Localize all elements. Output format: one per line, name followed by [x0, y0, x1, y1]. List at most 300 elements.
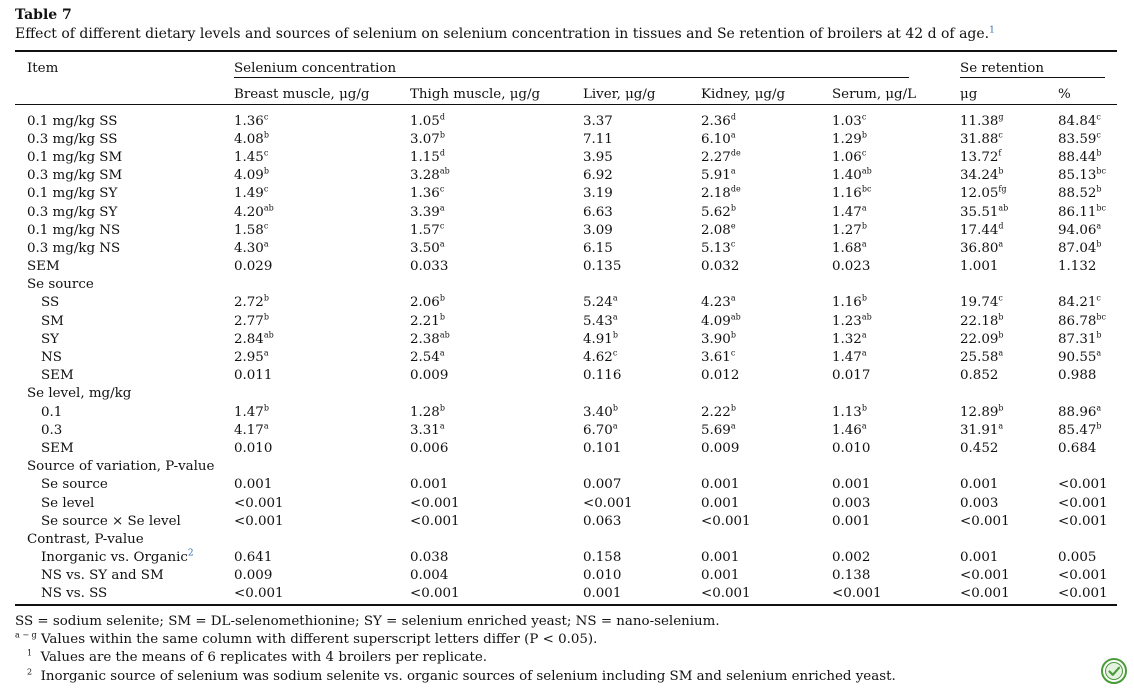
- cell-value: 0.001: [960, 477, 999, 493]
- cell-value: <0.001: [701, 586, 751, 602]
- row-label-text: SEM: [27, 259, 60, 275]
- cell-value: 1.16: [832, 186, 862, 202]
- table-cell: [960, 367, 1058, 385]
- table-cell: [234, 239, 410, 257]
- cell-superscript: b: [439, 294, 445, 303]
- table-cell: [701, 367, 832, 385]
- table-cell: [234, 530, 410, 548]
- table-cell: [832, 348, 960, 366]
- table-cell: [234, 203, 410, 221]
- cell-value: 0.009: [410, 368, 449, 384]
- table-cell: [234, 167, 410, 185]
- cell-value: 0.006: [410, 440, 449, 456]
- cell-value: <0.001: [1058, 477, 1108, 493]
- cell-superscript: a: [861, 239, 867, 249]
- cell-value: 3.09: [583, 222, 613, 238]
- header-row-2: [15, 81, 1117, 107]
- table-cell: [583, 221, 701, 239]
- cell-superscript: ab: [263, 203, 274, 213]
- cell-value: 1.49: [234, 186, 264, 202]
- table-cell: [583, 330, 701, 348]
- cell-value: 2.06: [410, 295, 440, 311]
- cell-superscript: b: [439, 130, 445, 140]
- item-header: Item: [27, 60, 59, 76]
- table-cell: [410, 458, 583, 476]
- cell-value: 0.023: [832, 259, 871, 275]
- cell-value: 0.007: [583, 477, 622, 493]
- row-label: [15, 221, 234, 239]
- table-cell: [960, 530, 1058, 548]
- table-cell: [1058, 130, 1117, 148]
- table-cell: [832, 276, 960, 294]
- cell-value: 6.92: [583, 168, 613, 184]
- row-label-text: SEM: [41, 440, 74, 456]
- cell-superscript: c: [998, 294, 1003, 303]
- table-cell: [960, 421, 1058, 439]
- cell-value: 0.002: [832, 550, 871, 566]
- cell-superscript: b: [1096, 330, 1102, 340]
- cell-value: 84.84: [1058, 113, 1097, 129]
- cell-superscript: a: [730, 166, 736, 176]
- cell-superscript: c: [439, 184, 445, 194]
- cell-superscript: b: [730, 403, 736, 413]
- data-table: [15, 55, 1117, 603]
- table-row: [15, 585, 1117, 603]
- cell-value: 3.95: [583, 149, 613, 165]
- cell-value: 35.51: [960, 204, 999, 220]
- cell-superscript: a: [263, 348, 269, 358]
- row-label: [15, 585, 234, 603]
- table-cell: [1058, 203, 1117, 221]
- table-cell: [1058, 312, 1117, 330]
- cell-superscript: a: [1096, 221, 1102, 231]
- cell-superscript: b: [263, 312, 269, 322]
- row-label: [15, 294, 234, 312]
- table-cell: [583, 549, 701, 567]
- cell-value: 0.033: [410, 259, 449, 275]
- table-cell: [410, 439, 583, 457]
- row-footnote-link[interactable]: 2: [187, 548, 194, 559]
- caption-footnote-link[interactable]: 1: [989, 25, 995, 36]
- cell-superscript: a: [263, 421, 269, 431]
- cell-superscript: b: [861, 130, 867, 140]
- row-label-text: Source of variation, P-value: [27, 459, 215, 475]
- row-label-text: 0.1: [41, 404, 63, 420]
- table-cell: [583, 167, 701, 185]
- table-cell: [583, 130, 701, 148]
- cell-value: 1.68: [832, 240, 862, 256]
- row-label: [15, 167, 234, 185]
- cell-value: 0.003: [832, 495, 871, 511]
- row-label-text: SY: [41, 331, 60, 347]
- table-row: [15, 549, 1117, 567]
- table-row: [15, 112, 1117, 130]
- table-cell: [410, 494, 583, 512]
- table-row: [15, 367, 1117, 385]
- table-cell: [1058, 403, 1117, 421]
- cell-superscript: b: [263, 130, 269, 140]
- cell-value: 0.001: [701, 550, 740, 566]
- cell-superscript: bc: [861, 184, 872, 194]
- cell-value: 1.45: [234, 149, 264, 165]
- table-cell: [1058, 421, 1117, 439]
- table-cell: [1058, 567, 1117, 585]
- cell-superscript: ab: [998, 203, 1009, 213]
- cell-value: <0.001: [583, 495, 633, 511]
- cell-value: 0.010: [583, 568, 622, 584]
- cell-value: 2.27: [701, 149, 731, 165]
- cell-superscript: ab: [730, 312, 741, 322]
- cell-value: 4.91: [583, 331, 613, 347]
- table-cell: [832, 458, 960, 476]
- table-cell: [410, 185, 583, 203]
- table-cell: [234, 476, 410, 494]
- table-cell: [960, 330, 1058, 348]
- cell-superscript: c: [730, 348, 736, 358]
- cell-value: 0.017: [832, 368, 871, 384]
- table-row: [15, 421, 1117, 439]
- cell-value: 1.58: [234, 222, 264, 238]
- table-cell: [583, 476, 701, 494]
- footnote-2-text: Inorganic source of selenium was sodium selenite vs. organic sources of selenium including SM and selenium enriched yeast.: [40, 668, 896, 684]
- cell-superscript: e: [730, 221, 736, 231]
- cell-superscript: b: [730, 203, 736, 213]
- table-cell: [583, 258, 701, 276]
- row-label-text: SM: [41, 313, 64, 329]
- table-cell: [832, 512, 960, 530]
- cell-superscript: b: [263, 166, 269, 176]
- table-cell: [410, 476, 583, 494]
- table-cell: [701, 494, 832, 512]
- row-label-text: Se level: [41, 495, 95, 511]
- cell-superscript: ab: [861, 312, 872, 322]
- row-label: [15, 130, 234, 148]
- table-cell: [960, 148, 1058, 166]
- cell-value: 85.13: [1058, 168, 1097, 184]
- table-cell: [410, 239, 583, 257]
- row-label-text: NS vs. SS: [41, 586, 108, 602]
- cell-superscript: a: [1096, 403, 1102, 413]
- table-cell: [701, 221, 832, 239]
- cell-superscript: a: [263, 239, 269, 249]
- col-header: %: [1058, 86, 1071, 102]
- cell-superscript: c: [1096, 130, 1101, 140]
- table-cell: [701, 512, 832, 530]
- table-cell: [410, 112, 583, 130]
- table-cell: [832, 294, 960, 312]
- cell-superscript: a: [730, 294, 736, 303]
- cell-superscript: g: [998, 112, 1004, 122]
- table-cell: [234, 585, 410, 603]
- cell-superscript: a: [861, 203, 867, 213]
- row-label-text: NS vs. SY and SM: [41, 568, 164, 584]
- table-cell: [410, 421, 583, 439]
- table-cell: [583, 403, 701, 421]
- table-cell: [1058, 148, 1117, 166]
- table-cell: [410, 512, 583, 530]
- table-cell: [410, 203, 583, 221]
- table-cell: [583, 385, 701, 403]
- table-cell: [1058, 294, 1117, 312]
- col-header: Serum, μg/L: [832, 86, 917, 102]
- row-label: [15, 512, 234, 530]
- cell-superscript: b: [1096, 184, 1102, 194]
- cell-value: <0.001: [410, 586, 460, 602]
- table-cell: [1058, 512, 1117, 530]
- cell-value: 1.29: [832, 131, 862, 147]
- table-cell: [960, 312, 1058, 330]
- table-cell: [1058, 494, 1117, 512]
- cell-value: 1.47: [832, 204, 862, 220]
- table-row: [15, 403, 1117, 421]
- table-cell: [1058, 221, 1117, 239]
- table-cell: [583, 567, 701, 585]
- bottom-rule: [15, 604, 1117, 606]
- table-cell: [960, 585, 1058, 603]
- table-cell: [832, 585, 960, 603]
- table-cell: [410, 330, 583, 348]
- table-cell: [960, 276, 1058, 294]
- table-cell: [832, 403, 960, 421]
- table-cell: [960, 221, 1058, 239]
- cell-value: <0.001: [960, 586, 1010, 602]
- cell-superscript: a: [612, 294, 618, 303]
- table-cell: [1058, 167, 1117, 185]
- cell-value: 1.23: [832, 313, 862, 329]
- table-row: [15, 385, 1117, 403]
- cell-value: <0.001: [1058, 586, 1108, 602]
- row-label-text: 0.1 mg/kg SS: [27, 113, 118, 129]
- cell-superscript: a: [730, 130, 736, 140]
- row-label: [15, 476, 234, 494]
- table-cell: [960, 258, 1058, 276]
- cell-value: 2.95: [234, 350, 264, 366]
- table-cell: [234, 567, 410, 585]
- table-cell: [234, 348, 410, 366]
- row-label: [15, 494, 234, 512]
- table-row: [15, 439, 1117, 457]
- cell-value: 31.91: [960, 422, 999, 438]
- table-cell: [832, 312, 960, 330]
- cell-value: 4.62: [583, 350, 613, 366]
- cell-value: 3.50: [410, 240, 440, 256]
- table-cell: [234, 258, 410, 276]
- table-cell: [960, 439, 1058, 457]
- note-footnote-1: [15, 649, 896, 667]
- cell-value: 0.852: [960, 368, 999, 384]
- cell-value: 0.004: [410, 568, 449, 584]
- table-cell: [234, 494, 410, 512]
- row-label: [15, 258, 234, 276]
- table-cell: [960, 203, 1058, 221]
- table-cell: [410, 167, 583, 185]
- cell-value: 4.23: [701, 295, 731, 311]
- cell-superscript: b: [1096, 239, 1102, 249]
- cell-value: <0.001: [1058, 568, 1108, 584]
- table-cell: [701, 312, 832, 330]
- cell-value: 90.55: [1058, 350, 1097, 366]
- cell-superscript: b: [612, 403, 618, 413]
- cell-value: 12.05: [960, 186, 999, 202]
- table-cell: [234, 148, 410, 166]
- cell-value: 5.69: [701, 422, 731, 438]
- cell-value: 87.31: [1058, 331, 1097, 347]
- cell-value: 5.62: [701, 204, 731, 220]
- table-cell: [1058, 476, 1117, 494]
- cell-superscript: c: [612, 348, 618, 358]
- table-cell: [583, 112, 701, 130]
- table-cell: [583, 294, 701, 312]
- table-cell: [832, 494, 960, 512]
- row-label: [15, 239, 234, 257]
- cell-superscript: c: [1096, 294, 1101, 303]
- cell-value: 2.36: [701, 113, 731, 129]
- cell-value: 5.43: [583, 313, 613, 329]
- table-cell: [234, 367, 410, 385]
- row-label-text: 0.3 mg/kg SY: [27, 204, 118, 220]
- table-cell: [583, 494, 701, 512]
- cell-value: 0.001: [234, 477, 273, 493]
- table-cell: [234, 294, 410, 312]
- row-label-text: Se source: [27, 277, 94, 293]
- header-spacer: [15, 81, 234, 107]
- cell-value: <0.001: [234, 495, 284, 511]
- cell-value: 1.27: [832, 222, 862, 238]
- cell-superscript: d: [439, 112, 445, 122]
- cell-value: 84.21: [1058, 295, 1097, 311]
- cell-value: 5.24: [583, 295, 613, 311]
- table-cell: [234, 439, 410, 457]
- table-row: [15, 567, 1117, 585]
- cell-value: <0.001: [234, 513, 284, 529]
- table-cell: [832, 421, 960, 439]
- table-cell: [701, 258, 832, 276]
- cell-value: 0.010: [234, 440, 273, 456]
- table-cell: [410, 385, 583, 403]
- cell-value: 12.89: [960, 404, 999, 420]
- cell-value: 0.116: [583, 368, 622, 384]
- cell-value: 1.132: [1058, 259, 1097, 275]
- table-cell: [234, 112, 410, 130]
- cell-value: 1.13: [832, 404, 862, 420]
- table-row: [15, 258, 1117, 276]
- cell-value: <0.001: [1058, 495, 1108, 511]
- cell-value: 31.88: [960, 131, 999, 147]
- table-body: [15, 55, 1117, 603]
- table-cell: [410, 130, 583, 148]
- note-letters: [15, 631, 896, 649]
- cell-value: 0.684: [1058, 440, 1097, 456]
- table-cell: [234, 549, 410, 567]
- caption-text: Effect of different dietary levels and sources of selenium on selenium concentration in tissues and Se retention of broilers at 42 d of age.: [15, 26, 990, 42]
- cell-value: 0.001: [410, 477, 449, 493]
- row-label: [15, 276, 234, 294]
- cell-superscript: c: [730, 239, 736, 249]
- cell-value: 0.001: [583, 586, 622, 602]
- cell-value: 1.32: [832, 331, 862, 347]
- table-row: [15, 476, 1117, 494]
- table-cell: [832, 367, 960, 385]
- retention-group-header: Se retention: [960, 60, 1044, 76]
- cell-superscript: b: [861, 294, 867, 303]
- table-cell: [701, 403, 832, 421]
- table-cell: [832, 476, 960, 494]
- table-cell: [701, 148, 832, 166]
- cell-value: 1.40: [832, 168, 862, 184]
- cell-value: 4.30: [234, 240, 264, 256]
- cell-value: 11.38: [960, 113, 999, 129]
- table-cell: [832, 148, 960, 166]
- row-label: [15, 403, 234, 421]
- table-row: [15, 148, 1117, 166]
- row-label: [15, 367, 234, 385]
- table-row: [15, 221, 1117, 239]
- cell-value: 0.158: [583, 550, 622, 566]
- cell-value: 0.001: [701, 495, 740, 511]
- table-cell: [234, 185, 410, 203]
- table-cell: [701, 348, 832, 366]
- note-letters-text: Values within the same column with different superscript letters differ (P < 0.05).: [40, 632, 598, 648]
- table-cell: [701, 185, 832, 203]
- cell-value: 1.36: [410, 186, 440, 202]
- table-cell: [701, 385, 832, 403]
- cell-value: 1.28: [410, 404, 440, 420]
- cell-superscript: b: [439, 312, 445, 322]
- cell-value: 3.40: [583, 404, 613, 420]
- cell-value: 4.20: [234, 204, 264, 220]
- cell-value: 88.96: [1058, 404, 1097, 420]
- table-cell: [583, 185, 701, 203]
- cell-value: 2.72: [234, 295, 264, 311]
- table-cell: [583, 530, 701, 548]
- table-cell: [234, 130, 410, 148]
- cell-value: 5.13: [701, 240, 731, 256]
- selenium-group-header: Selenium concentration: [234, 60, 397, 76]
- table-cell: [410, 312, 583, 330]
- footnote-1-mark: 1: [27, 648, 33, 658]
- table-cell: [701, 239, 832, 257]
- cell-value: 3.90: [701, 331, 731, 347]
- table-cell: [701, 476, 832, 494]
- cell-superscript: d: [439, 148, 445, 158]
- row-label: [15, 549, 234, 567]
- table-cell: [701, 530, 832, 548]
- table-cell: [1058, 385, 1117, 403]
- row-label-text: 0.1 mg/kg SY: [27, 186, 118, 202]
- cell-value: 6.70: [583, 422, 613, 438]
- cell-value: 22.18: [960, 313, 999, 329]
- cell-value: 6.10: [701, 131, 731, 147]
- table-cell: [1058, 530, 1117, 548]
- table-cell: [701, 458, 832, 476]
- table-cell: [960, 112, 1058, 130]
- cell-superscript: fg: [998, 184, 1007, 194]
- cell-superscript: d: [998, 221, 1004, 231]
- table-cell: [583, 276, 701, 294]
- table-row: [15, 185, 1117, 203]
- cell-value: 94.06: [1058, 222, 1097, 238]
- cell-superscript: a: [861, 348, 867, 358]
- row-label: [15, 330, 234, 348]
- note-footnote-2: [15, 668, 896, 686]
- cell-superscript: de: [730, 184, 741, 194]
- cell-value: 1.47: [832, 350, 862, 366]
- row-label-text: 0.3 mg/kg NS: [27, 240, 121, 256]
- cell-value: 4.09: [701, 313, 731, 329]
- cell-superscript: b: [1096, 421, 1102, 431]
- table-cell: [234, 512, 410, 530]
- cell-value: 0.138: [832, 568, 871, 584]
